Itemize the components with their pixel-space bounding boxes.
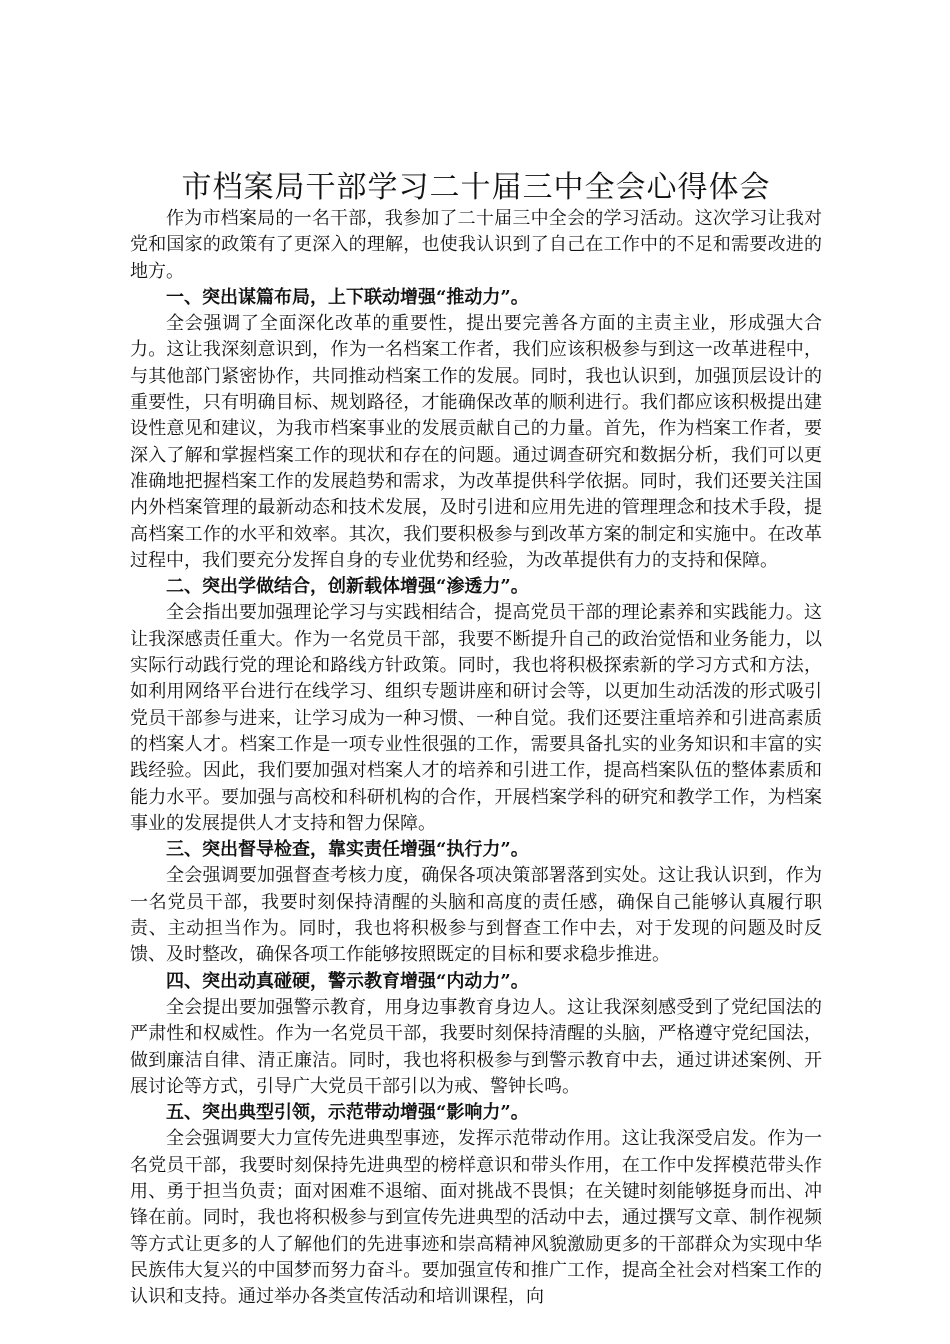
section-body-2: 全会指出要加强理论学习与实践相结合，提高党员干部的理论素养和实践能力。这让我深感责任重大。作为一名党员干部，我要不断提升自己的政治觉悟和业务能力，以实际行动践行党的理论和路线方针政策。同时，我也将积极探索新的学习方式和方法，如利用网络平台进行在线学习、组织专题讲座和研讨会等，以更加生动活泼的形式吸引党员干部参与进来，让学习成为一种习惯、一种自觉。我们还要注重培养和引进高素质的档案人才。档案工作是一项专业性很强的工作，需要具备扎实的业务知识和丰富的实践经验。因此，我们要加强对档案人才的培养和引进工作，提高档案队伍的整体素质和能力水平。要加强与高校和科研机构的合作，开展档案学科的研究和教学工作，为档案事业的发展提供人才支持和智力保障。 (130, 602, 822, 834)
section-heading-2: 二、突出学做结合，创新载体增强“渗透力”。 (166, 576, 529, 598)
section-heading-5: 五、突出典型引领，示范带动增强“影响力”。 (166, 1102, 529, 1124)
document-title: 市档案局干部学习二十届三中全会心得体会 (181, 170, 771, 205)
section-heading-4: 四、突出动真碰硬，警示教育增强“内动力”。 (166, 970, 529, 992)
intro-paragraph: 作为市档案局的一名干部，我参加了二十届三中全会的学习活动。这次学习让我对党和国家的政策有了更深入的理解，也使我认识到了自己在工作中的不足和需要改进的地方。 (130, 208, 822, 282)
section-heading-3: 三、突出督导检查，靠实责任增强“执行力”。 (166, 839, 529, 861)
section-body-1: 全会强调了全面深化改革的重要性，提出要完善各方面的主责主业，形成强大合力。这让我深刻意识到，作为一名档案工作者，我们应该积极参与到这一改革进程中，与其他部门紧密协作，共同推动档案工作的发展。同时，我也认识到，加强顶层设计的重要性，只有明确目标、规划路径，才能确保改革的顺利进行。我们都应该积极提出建设性意见和建议，为我市档案事业的发展贡献自己的力量。首先，作为档案工作者，要深入了解和掌握档案工作的现状和存在的问题。通过调查研究和数据分析，我们可以更准确地把握档案工作的发展趋势和需求，为改革提供科学依据。同时，我们还要关注国内外档案管理的最新动态和技术发展，及时引进和应用先进的管理理念和技术手段，提高档案工作的水平和效率。其次，我们要积极参与到改革方案的制定和实施中。在改革过程中，我们要充分发挥自身的专业优势和经验，为改革提供有力的支持和保障。 (130, 313, 822, 571)
document-content (130, 170, 822, 1310)
section-body-5: 全会强调要大力宣传先进典型事迹，发挥示范带动作用。这让我深受启发。作为一名党员干部，我要时刻保持先进典型的榜样意识和带头作用，在工作中发挥模范带头作用、勇于担当负责；面对困难不退缩、面对挑战不畏惧；在关键时刻能够挺身而出、冲锋在前。同时，我也将积极参与到宣传先进典型的活动中去，通过撰写文章、制作视频等方式让更多的人了解他们的先进事迹和崇高精神风貌激励更多的干部群众为实现中华民族伟大复兴的中国梦而努力奋斗。要加强宣传和推广工作，提高全社会对档案工作的认识和支持。通过举办各类宣传活动和培训课程，向 (130, 1128, 822, 1308)
section-heading-1: 一、突出谋篇布局，上下联动增强“推动力”。 (166, 286, 529, 308)
section-body-4: 全会提出要加强警示教育，用身边事教育身边人。这让我深刻感受到了党纪国法的严肃性和权威性。作为一名党员干部，我要时刻保持清醒的头脑，严格遵守党纪国法，做到廉洁自律、清正廉洁。同时，我也将积极参与到警示教育中去，通过讲述案例、开展讨论等方式，引导广大党员干部引以为戒、警钟长鸣。 (130, 996, 822, 1097)
section-body-3: 全会强调要加强督查考核力度，确保各项决策部署落到实处。这让我认识到，作为一名党员干部，我要时刻保持清醒的头脑和高度的责任感，确保自己能够认真履行职责、主动担当作为。同时，我也将积极参与到督查工作中去，对于发现的问题及时反馈、及时整改，确保各项工作能够按照既定的目标和要求稳步推进。 (130, 865, 822, 966)
